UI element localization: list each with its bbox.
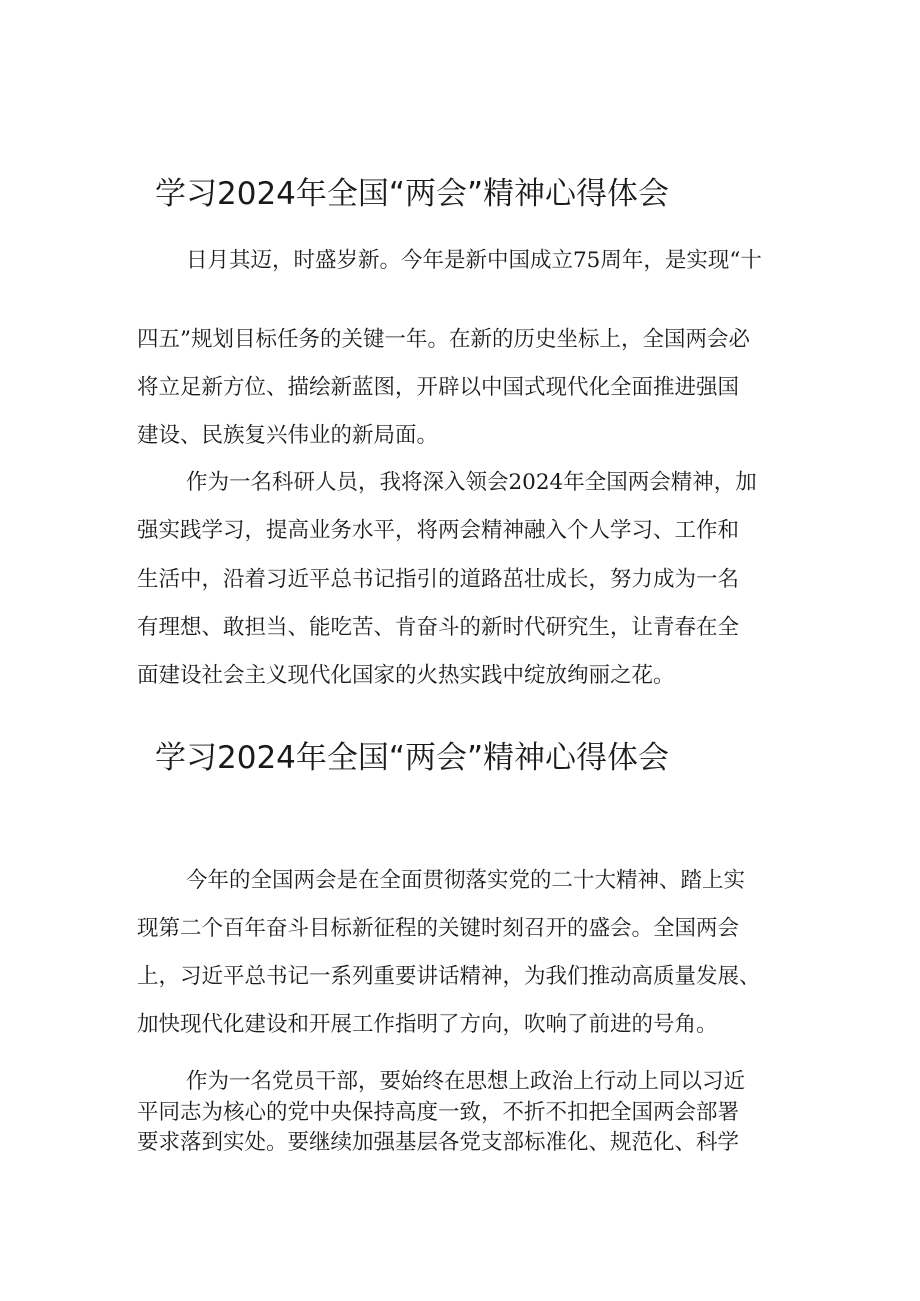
article-2-p1-line-1: 今年的全国两会是在全面贯彻落实党的二十大精神、踏上实 bbox=[186, 868, 746, 893]
article-2-p1-line-3: 上，习近平总书记一系列重要讲话精神，为我们推动高质量发展、 bbox=[137, 964, 761, 989]
article-2-p2-line-3: 要求落到实处。要继续加强基层各党支部标准化、规范化、科学 bbox=[137, 1130, 740, 1155]
article-1-title: 学习2024年全国“两会”精神心得体会 bbox=[155, 176, 670, 212]
article-1-p1-line-1: 日月其迈，时盛岁新。今年是新中国成立75周年，是实现“十 bbox=[186, 248, 762, 273]
article-2-p1-line-4: 加快现代化建设和开展工作指明了方向，吹响了前进的号角。 bbox=[137, 1012, 718, 1037]
article-2-p2-line-2: 平同志为核心的党中央保持高度一致，不折不扣把全国两会部署 bbox=[137, 1100, 740, 1125]
article-2-p2-line-1: 作为一名党员干部，要始终在思想上政治上行动上同以习近 bbox=[186, 1069, 746, 1094]
article-2-p1-line-2: 现第二个百年奋斗目标新征程的关键时刻召开的盛会。全国两会 bbox=[137, 916, 740, 941]
article-2-title: 学习2024年全国“两会”精神心得体会 bbox=[155, 740, 670, 776]
article-1-p1-line-3: 将立足新方位、描绘新蓝图，开辟以中国式现代化全面推进强国 bbox=[137, 375, 740, 400]
article-1-p2-line-2: 强实践学习，提高业务水平，将两会精神融入个人学习、工作和 bbox=[137, 518, 740, 543]
article-1-p1-line-2: 四五”规划目标任务的关键一年。在新的历史坐标上，全国两会必 bbox=[137, 327, 750, 352]
article-1-p1-line-4: 建设、民族复兴伟业的新局面。 bbox=[137, 423, 439, 448]
article-1-p2-line-3: 生活中，沿着习近平总书记指引的道路茁壮成长，努力成为一名 bbox=[137, 567, 740, 592]
article-1-p2-line-4: 有理想、敢担当、能吃苦、肯奋斗的新时代研究生，让青春在全 bbox=[137, 615, 740, 640]
article-1-p2-line-5: 面建设社会主义现代化国家的火热实践中绽放绚丽之花。 bbox=[137, 663, 675, 688]
article-1-p2-line-1: 作为一名科研人员，我将深入领会2024年全国两会精神，加 bbox=[186, 470, 757, 495]
